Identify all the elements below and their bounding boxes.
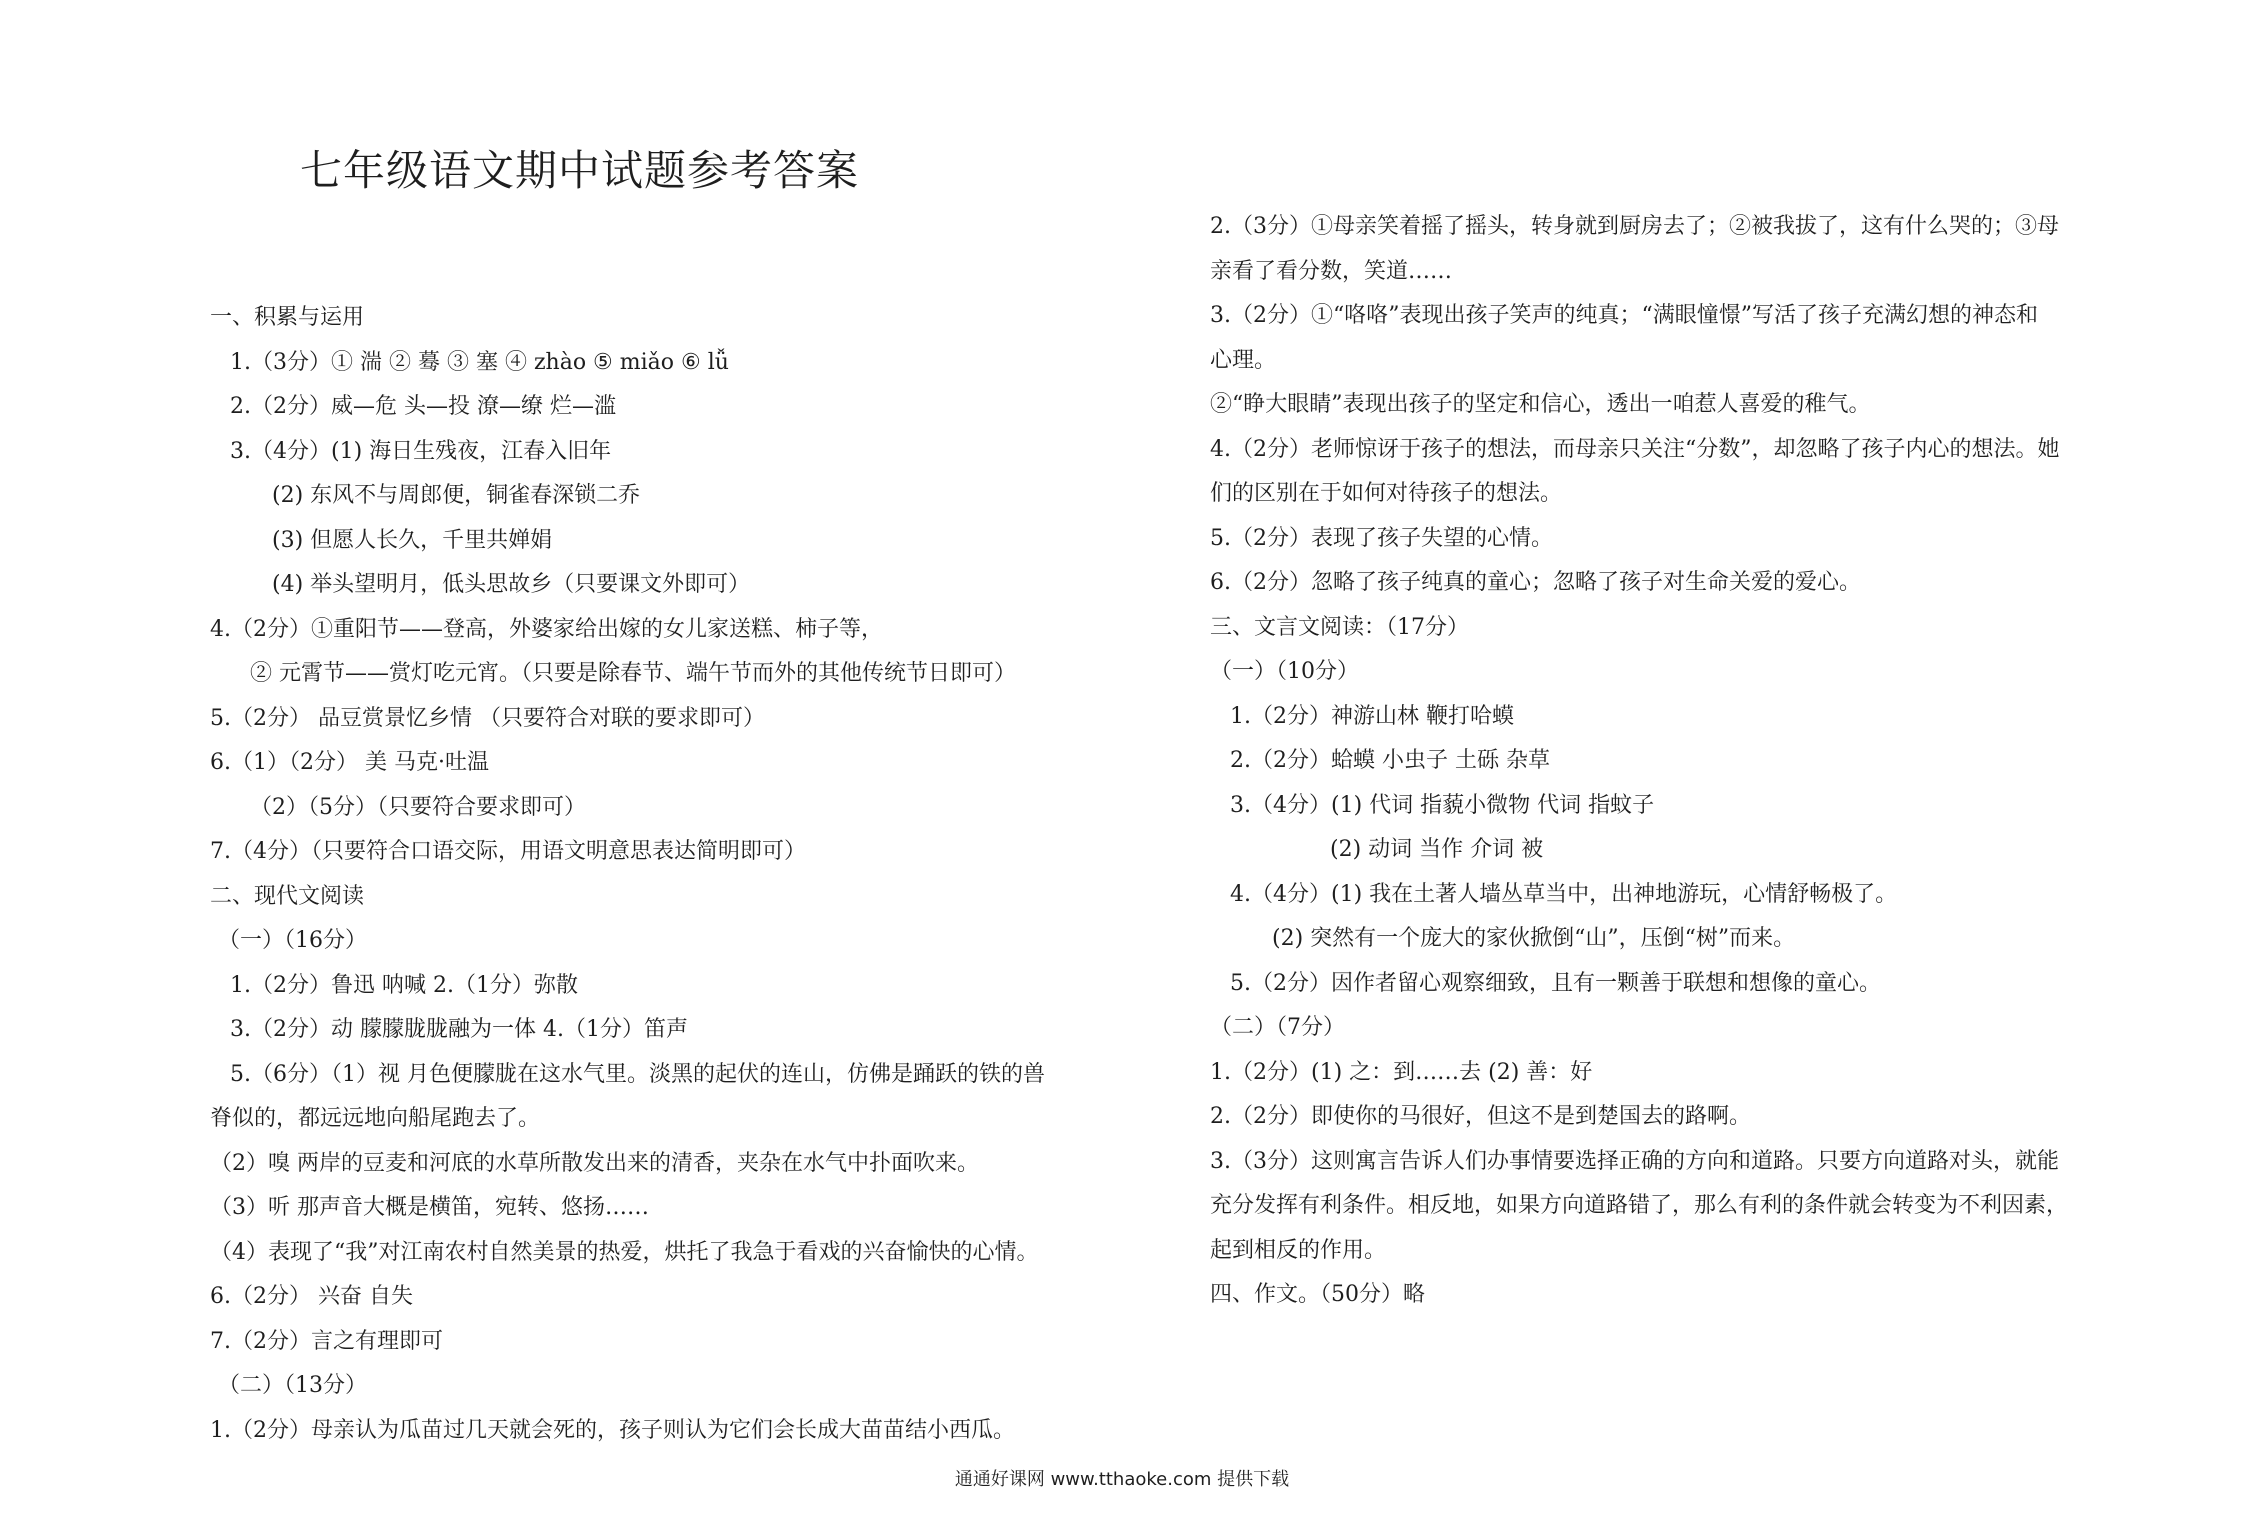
answer-line: 们的区别在于如何对待孩子的想法。 xyxy=(1210,481,1563,506)
answer-line: 7.（2分）言之有理即可 xyxy=(210,1328,443,1354)
answer-line: 1.（2分）(1) 之：到……去 (2) 善：好 xyxy=(1210,1059,1593,1085)
answer-line: 5.（6分）（1）视 月色便朦胧在这水气里。淡黑的起伏的连山，仿佛是踊跃的铁的兽 xyxy=(230,1061,1045,1087)
answer-line: (2) 突然有一个庞大的家伙掀倒“山”，压倒“树”而来。 xyxy=(1272,926,1796,951)
section-heading: 四、作文。（50分）略 xyxy=(1210,1282,1425,1307)
answer-line: 4.（2分）①重阳节——登高，外婆家给出嫁的女儿家送糕、柿子等， xyxy=(210,616,883,642)
left-column xyxy=(210,296,1110,1453)
answer-line: (2) 动词 当作 介词 被 xyxy=(1330,837,1544,862)
section-heading: 一、积累与运用 xyxy=(210,305,365,330)
answer-line: 3.（2分）动 朦朦胧胧融为一体 4.（1分）笛声 xyxy=(230,1017,688,1042)
answer-line: 6.（1）（2分） 美 马克·吐温 xyxy=(210,750,489,775)
answer-line: 7.（4分）（只要符合口语交际，用语文明意思表达简明即可） xyxy=(210,839,806,864)
answer-line: (2) 东风不与周郎便，铜雀春深锁二乔 xyxy=(272,483,641,508)
answer-line: （4）表现了“我”对江南农村自然美景的热爱，烘托了我急于看戏的兴奋愉快的心情。 xyxy=(210,1239,1039,1265)
answer-line: 2.（2分）威—危 头—投 潦—缭 烂—滥 xyxy=(230,394,616,419)
answer-line: （3）听 那声音大概是横笛，宛转、悠扬…… xyxy=(210,1195,649,1220)
footer-source-note: 通通好课网 www.tthaoke.com 提供下载 xyxy=(954,1469,1290,1490)
answer-line: (4) 举头望明月，低头思故乡（只要课文外即可） xyxy=(272,572,751,597)
answer-line: 脊似的，都远远地向船尾跑去了。 xyxy=(210,1106,541,1131)
answer-line: 3.（3分）这则寓言告诉人们办事情要选择正确的方向和道路。只要方向道路对头，就能 xyxy=(1210,1148,2059,1174)
subsection-heading: （一）（16分） xyxy=(218,928,367,953)
answer-line: 6.（2分） 兴奋 自失 xyxy=(210,1284,413,1309)
answer-line: 5.（2分）表现了孩子失望的心情。 xyxy=(1210,525,1553,551)
answer-line: (3) 但愿人长久，千里共婵娟 xyxy=(272,527,553,553)
answer-line: 1.（2分）神游山林 鞭打哈蟆 xyxy=(1230,703,1514,729)
answer-line: 3.（4分）(1) 海日生残夜，江春入旧年 xyxy=(230,438,612,464)
answer-line: 4.（2分）老师惊讶于孩子的想法，而母亲只关注“分数”，却忽略了孩子内心的想法。她 xyxy=(1210,436,2060,462)
answer-line: 1.（2分）母亲认为瓜苗过几天就会死的，孩子则认为它们会长成大苗苗结小西瓜。 xyxy=(210,1417,1015,1443)
subsection-heading: （二）（7分） xyxy=(1210,1015,1345,1040)
right-column xyxy=(1210,205,2090,1318)
answer-line: 4.（4分）(1) 我在土著人墙丛草当中，出神地游玩，心情舒畅极了。 xyxy=(1230,881,1898,907)
answer-line: ②“睁大眼睛”表现出孩子的坚定和信心，透出一咱惹人喜爱的稚气。 xyxy=(1210,392,1871,417)
answer-line: 1.（3分）① 湍 ② 蓦 ③ 塞 ④ zhào ⑤ miǎo ⑥ lǚ xyxy=(230,349,729,375)
answer-line: 2.（3分）①母亲笑着摇了摇头，转身就到厨房去了；②被我拔了，这有什么哭的；③母 xyxy=(1210,214,2059,239)
answer-line: 亲看了看分数，笑道…… xyxy=(1210,258,1453,284)
answer-line: 心理。 xyxy=(1210,347,1277,373)
answer-line: 2.（2分）蛤蟆 小虫子 土砾 杂草 xyxy=(1230,748,1550,773)
section-heading: 三、文言文阅读：（17分） xyxy=(1210,614,1469,640)
page-title: 七年级语文期中试题参考答案 xyxy=(300,146,860,195)
answer-line: 充分发挥有利条件。相反地，如果方向道路错了，那么有利的条件就会转变为不利因素， xyxy=(1210,1193,2069,1218)
answer-line: 3.（4分）(1) 代词 指藐小微物 代词 指蚊子 xyxy=(1230,792,1655,818)
answer-line: （2）嗅 两岸的豆麦和河底的水草所散发出来的清香，夹杂在水气中扑面吹来。 xyxy=(210,1150,979,1176)
answer-line: 2.（2分）即使你的马很好，但这不是到楚国去的路啊。 xyxy=(1210,1104,1751,1129)
subsection-heading: （二）（13分） xyxy=(218,1373,367,1398)
answer-line: 起到相反的作用。 xyxy=(1210,1237,1387,1263)
answer-line: 5.（2分） 品豆赏景忆乡情 （只要符合对联的要求即可） xyxy=(210,705,765,731)
answer-line: 6.（2分）忽略了孩子纯真的童心；忽略了孩子对生命关爱的爱心。 xyxy=(1210,570,1861,595)
answer-line: 1.（2分）鲁迅 呐喊 2.（1分）弥散 xyxy=(230,972,578,998)
answer-line: 3.（2分）①“咯咯”表现出孩子笑声的纯真；“满眼憧憬”写活了孩子充满幻想的神态和 xyxy=(1210,303,2038,328)
answer-line: 5.（2分）因作者留心观察细致，且有一颗善于联想和想像的童心。 xyxy=(1230,970,1881,996)
subsection-heading: （一）（10分） xyxy=(1210,659,1359,684)
answer-line: ② 元霄节——赏灯吃元宵。（只要是除春节、端午节而外的其他传统节日即可） xyxy=(250,661,1016,686)
answer-line: （2）（5分）（只要符合要求即可） xyxy=(250,794,586,820)
section-heading: 二、现代文阅读 xyxy=(210,883,365,909)
